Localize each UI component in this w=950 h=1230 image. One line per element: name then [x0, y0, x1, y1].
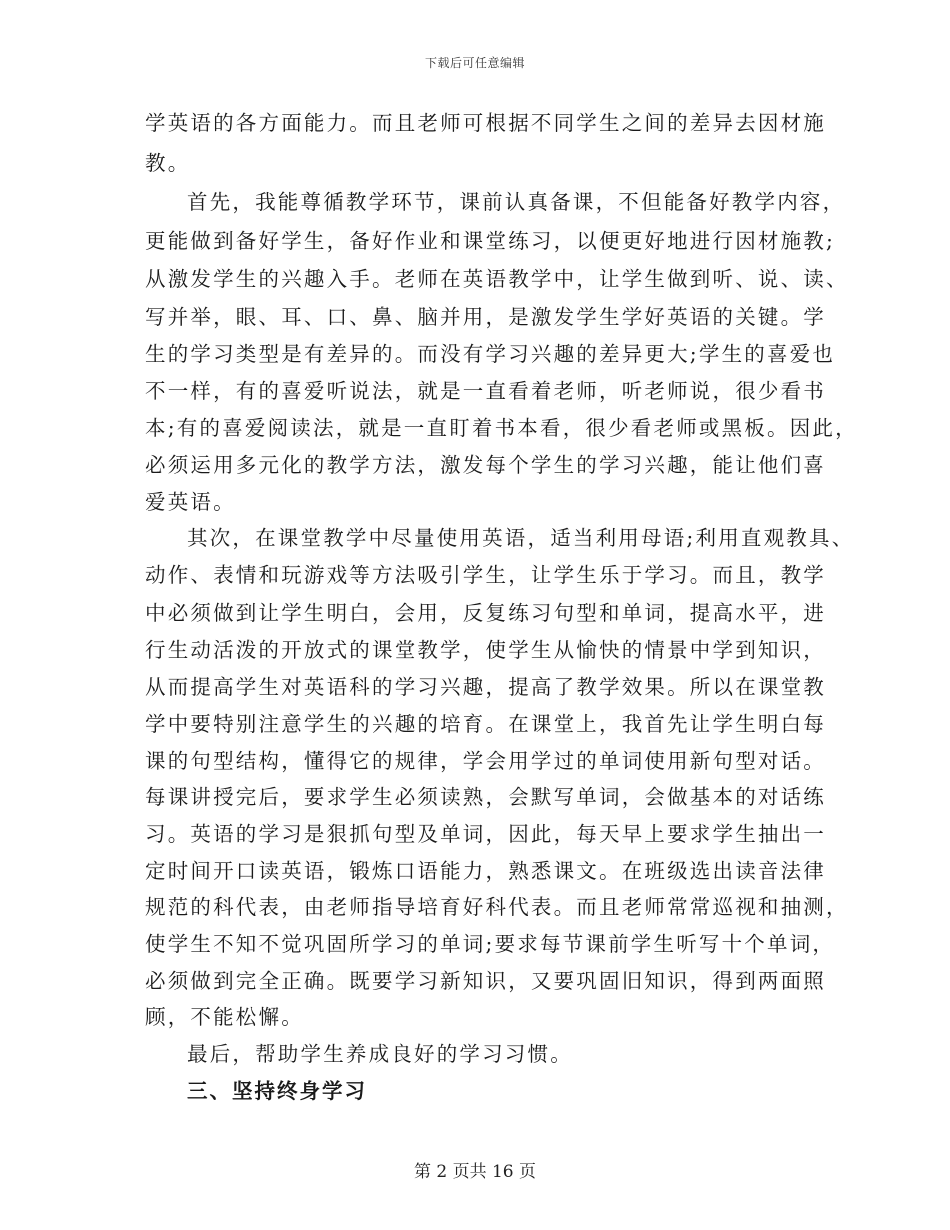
- text-line: 定时间开口读英语，锻炼口语能力，熟悉课文。在班级选出读音法律: [145, 859, 826, 883]
- text-line: 必须做到完全正确。既要学习新知识，又要巩固旧知识，得到两面照: [145, 969, 826, 993]
- paragraph-first-line: 其次，在课堂教学中尽量使用英语，适当利用母语;利用直观教具、: [187, 526, 855, 550]
- text-line: 习。英语的学习是狠抓句型及单词，因此，每天早上要求学生抽出一: [145, 822, 826, 846]
- text-line: 学英语的各方面能力。而且老师可根据不同学生之间的差异去因材施: [145, 111, 826, 135]
- text-line: 更能做到备好学生，备好作业和课堂练习，以便更好地进行因材施教;: [145, 229, 836, 253]
- text-line: 教。: [145, 151, 191, 175]
- text-line: 每课讲授完后，要求学生必须读熟，会默写单词，会做基本的对话练: [145, 785, 826, 809]
- text-line: 使学生不知不觉巩固所学习的单词;要求每节课前学生听写十个单词，: [145, 932, 836, 956]
- paragraph-first-line: 最后，帮助学生养成良好的学习习惯。: [187, 1042, 573, 1066]
- section-heading: 三、坚持终身学习: [187, 1079, 367, 1103]
- text-line: 从激发学生的兴趣入手。老师在英语教学中，让学生做到听、说、读、: [145, 267, 849, 291]
- text-line: 规范的科代表，由老师指导培育好科代表。而且老师常常巡视和抽测，: [145, 895, 849, 919]
- text-line: 课的句型结构，懂得它的规律，学会用学过的单词使用新句型对话。: [145, 749, 826, 773]
- text-line: 顾，不能松懈。: [145, 1005, 304, 1029]
- text-line: 动作、表情和玩游戏等方法吸引学生，让学生乐于学习。而且，教学: [145, 563, 826, 587]
- page-footer: 第 2 页共 16 页: [413, 1162, 537, 1182]
- page-header: 下载后可任意编辑: [424, 56, 525, 70]
- text-line: 生的学习类型是有差异的。而没有学习兴趣的差异更大;学生的喜爱也: [145, 342, 836, 366]
- text-line: 行生动活泼的开放式的课堂教学，使学生从愉快的情景中学到知识，: [145, 638, 826, 662]
- paragraph-first-line: 首先，我能尊循教学环节，课前认真备课，不但能备好教学内容，: [187, 190, 846, 214]
- text-line: 从而提高学生对英语科的学习兴趣，提高了教学效果。所以在课堂教: [145, 675, 826, 699]
- text-line: 必须运用多元化的教学方法，激发每个学生的学习兴趣，能让他们喜: [145, 453, 826, 477]
- text-line: 本;有的喜爱阅读法，就是一直盯着书本看，很少看老师或黑板。因此，: [145, 416, 858, 440]
- text-line: 写并举，眼、耳、口、鼻、脑并用，是激发学生学好英语的关键。学: [145, 305, 826, 329]
- text-line: 爱英语。: [145, 490, 236, 514]
- text-line: 学中要特别注意学生的兴趣的培育。在课堂上，我首先让学生明白每: [145, 712, 826, 736]
- text-line: 不一样，有的喜爱听说法，就是一直看着老师，听老师说，很少看书: [145, 379, 826, 403]
- text-line: 中必须做到让学生明白，会用，反复练习句型和单词，提高水平，进: [145, 601, 826, 625]
